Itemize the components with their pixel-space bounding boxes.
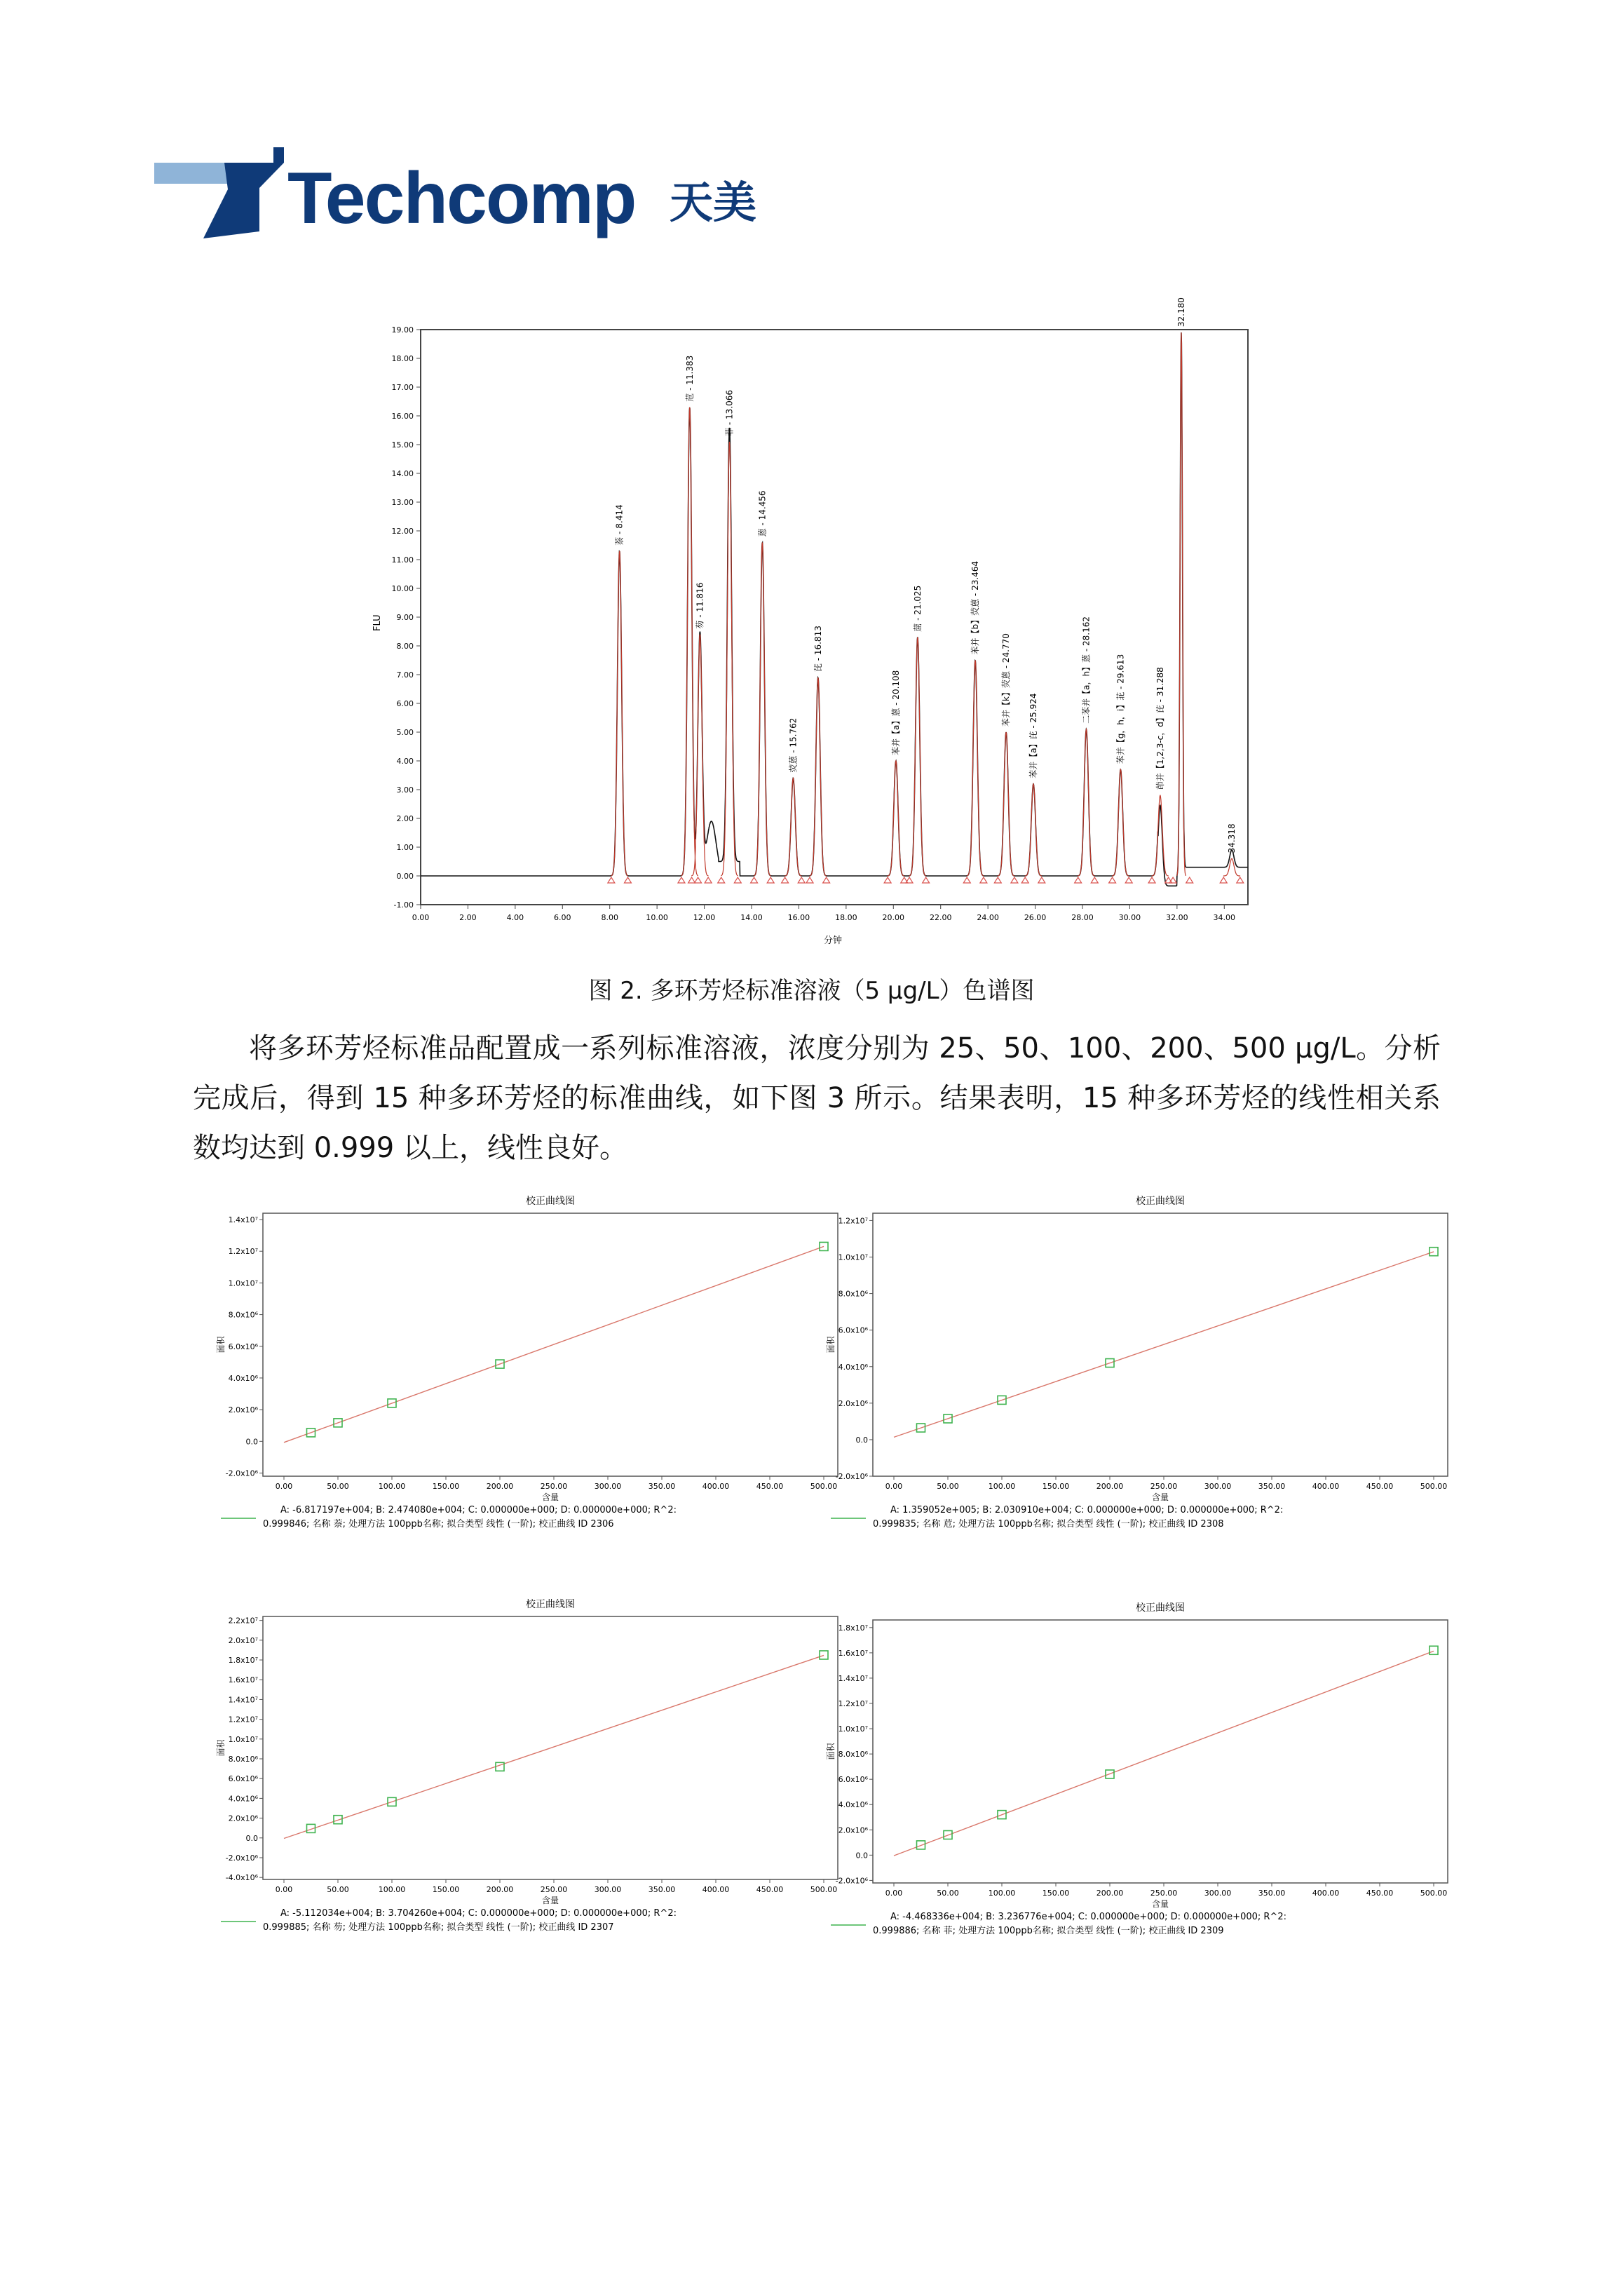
y-tick-label: 13.00 xyxy=(391,498,414,507)
techcomp-logo xyxy=(154,147,785,245)
x-tick-label: 50.00 xyxy=(937,1889,959,1898)
x-tick-label: 500.00 xyxy=(810,1482,838,1491)
calib-title: 校正曲线图 xyxy=(526,1599,575,1610)
legend-text-line1: A: -5.112034e+004; B: 3.704260e+004; C: 0.000000e+000; D: 0.000000e+000; R^2: xyxy=(280,1908,677,1919)
calibration-plot-2 xyxy=(817,1189,1469,1574)
x-tick-label: 8.00 xyxy=(601,913,618,922)
x-tick-label: 24.00 xyxy=(977,913,999,922)
y-tick-label: -4.0x10⁶ xyxy=(225,1873,258,1883)
peak-label: 32.180 xyxy=(1176,297,1186,327)
x-tick-label: 500.00 xyxy=(810,1885,838,1894)
y-tick-label: 6.0x10⁶ xyxy=(228,1774,258,1784)
y-tick-label: 6.0x10⁶ xyxy=(838,1325,868,1335)
y-tick-label: 0.0 xyxy=(245,1833,258,1843)
peak-label: 苯并【g，h，i】苝 - 29.613 xyxy=(1115,654,1126,764)
x-tick-label: 300.00 xyxy=(594,1885,622,1894)
y-tick-label: 1.6x10⁷ xyxy=(228,1675,258,1685)
y-tick-label: -2.0x10⁶ xyxy=(225,1853,258,1863)
x-tick-label: 200.00 xyxy=(486,1885,514,1894)
calibration-plot-3 xyxy=(207,1592,859,1978)
y-tick-label: 16.00 xyxy=(391,412,414,421)
y-tick-label: 1.4x10⁷ xyxy=(228,1215,258,1225)
y-tick-label: 0.0 xyxy=(855,1435,868,1445)
calibration-plot-4 xyxy=(817,1595,1469,1981)
peak-label: 䓛 - 21.025 xyxy=(912,585,923,632)
y-tick-label: 1.00 xyxy=(396,843,414,852)
x-tick-label: 400.00 xyxy=(702,1885,730,1894)
y-tick-label: 8.00 xyxy=(396,642,414,651)
body-paragraph: 将多环芳烃标准品配置成一系列标准溶液，浓度分别为 25、50、100、200、500 μg/L。分析完成后，得到 15 种多环芳烃的标准曲线，如下图 3 所示。结果表明，15 种多环芳烃的线性相关系数均达到 0.999 以上，线性良好。 xyxy=(193,1032,1441,1164)
x-tick-label: 300.00 xyxy=(594,1482,622,1491)
legend-text-line2: 0.999886; 名称 菲; 处理方法 100ppb名称; 拟合类型 线性 (一阶); 校正曲线 ID 2309 xyxy=(873,1926,1224,1936)
x-tick-label: 300.00 xyxy=(1204,1889,1232,1898)
y-tick-label: 8.0x10⁶ xyxy=(838,1289,868,1299)
peak-label: 蒽 - 14.456 xyxy=(757,490,768,537)
logo-mark-notch xyxy=(273,147,284,163)
y-tick-label: 1.8x10⁷ xyxy=(228,1656,258,1666)
x-tick-label: 100.00 xyxy=(378,1885,406,1894)
y-tick-label: 1.2x10⁷ xyxy=(838,1699,868,1708)
y-tick-label: 17.00 xyxy=(391,383,414,392)
y-tick-label: 14.00 xyxy=(391,469,414,478)
x-tick-label: 400.00 xyxy=(1312,1889,1340,1898)
x-tick-label: 0.00 xyxy=(885,1889,903,1898)
x-tick-label: 500.00 xyxy=(1420,1889,1448,1898)
y-tick-label: 2.0x10⁷ xyxy=(228,1635,258,1645)
calibration-plot-1 xyxy=(207,1189,859,1574)
x-tick-label: 200.00 xyxy=(1096,1889,1124,1898)
x-tick-label: 50.00 xyxy=(327,1885,349,1894)
peak-label: 苯并【a】蒽 - 20.108 xyxy=(890,670,901,755)
calib-xlabel: 含量 xyxy=(541,1896,559,1905)
y-tick-label: 4.0x10⁶ xyxy=(228,1373,258,1383)
calib-frame xyxy=(873,1620,1448,1883)
y-tick-label: -1.00 xyxy=(393,900,414,910)
y-tick-label: 6.0x10⁶ xyxy=(228,1342,258,1351)
y-tick-label: -2.0x10⁶ xyxy=(835,1876,868,1886)
y-tick-label: 1.2x10⁷ xyxy=(838,1216,868,1226)
x-tick-label: 150.00 xyxy=(1042,1889,1070,1898)
peak-label: 荧蒽 - 15.762 xyxy=(788,717,799,773)
y-tick-label: 1.8x10⁷ xyxy=(838,1623,868,1633)
x-tick-label: 250.00 xyxy=(540,1482,568,1491)
x-tick-label: 6.00 xyxy=(554,913,571,922)
peak-label: 萘 - 8.414 xyxy=(614,504,625,546)
peak-label: 苯并【b】荧蒽 - 23.464 xyxy=(970,560,981,655)
y-tick-label: 3.00 xyxy=(396,785,414,795)
y-tick-label: 15.00 xyxy=(391,440,414,450)
x-tick-label: 300.00 xyxy=(1204,1482,1232,1491)
chromatogram-x-label: 分钟 xyxy=(823,936,843,946)
chromatogram-frame xyxy=(421,330,1248,905)
x-tick-label: 350.00 xyxy=(648,1482,676,1491)
x-tick-label: 250.00 xyxy=(540,1885,568,1894)
y-tick-label: 4.0x10⁶ xyxy=(838,1800,868,1810)
y-tick-label: 1.0x10⁷ xyxy=(228,1734,258,1744)
x-tick-label: 18.00 xyxy=(835,913,857,922)
legend-text-line1: A: -6.817197e+004; B: 2.474080e+004; C: 0.000000e+000; D: 0.000000e+000; R^2: xyxy=(280,1505,677,1515)
x-tick-label: 30.00 xyxy=(1118,913,1141,922)
legend-text-line1: A: 1.359052e+005; B: 2.030910e+004; C: 0.000000e+000; D: 0.000000e+000; R^2: xyxy=(890,1505,1284,1515)
x-tick-label: 34.00 xyxy=(1213,913,1236,922)
x-tick-label: 400.00 xyxy=(702,1482,730,1491)
x-tick-label: 26.00 xyxy=(1024,913,1047,922)
x-tick-label: 0.00 xyxy=(275,1885,293,1894)
peak-label: 苊 - 11.383 xyxy=(684,355,695,402)
calib-ylabel: 面积 xyxy=(826,1336,836,1353)
x-tick-label: 100.00 xyxy=(988,1482,1016,1491)
y-tick-label: 11.00 xyxy=(391,555,414,565)
x-tick-label: 200.00 xyxy=(1096,1482,1124,1491)
y-tick-label: 2.0x10⁶ xyxy=(228,1405,258,1415)
x-tick-label: 50.00 xyxy=(937,1482,959,1491)
chromatogram-chart xyxy=(365,297,1269,947)
x-tick-label: 450.00 xyxy=(756,1885,784,1894)
x-tick-label: 450.00 xyxy=(756,1482,784,1491)
x-tick-label: 0.00 xyxy=(412,913,430,922)
x-tick-label: 10.00 xyxy=(646,913,668,922)
x-tick-label: 250.00 xyxy=(1150,1889,1178,1898)
legend-text-line2: 0.999846; 名称 萘; 处理方法 100ppb名称; 拟合类型 线性 (一阶); 校正曲线 ID 2306 xyxy=(263,1519,614,1529)
y-tick-label: 0.0 xyxy=(245,1437,258,1447)
x-tick-label: 20.00 xyxy=(882,913,905,922)
y-tick-label: 0.0 xyxy=(855,1851,868,1861)
y-tick-label: -2.0x10⁶ xyxy=(835,1472,868,1481)
y-tick-label: 2.2x10⁷ xyxy=(228,1616,258,1626)
y-tick-label: 1.0x10⁷ xyxy=(838,1252,868,1262)
y-tick-label: 2.0x10⁶ xyxy=(228,1814,258,1823)
x-tick-label: 22.00 xyxy=(929,913,952,922)
x-tick-label: 350.00 xyxy=(1258,1482,1286,1491)
x-tick-label: 100.00 xyxy=(378,1482,406,1491)
y-tick-label: 1.4x10⁷ xyxy=(838,1673,868,1683)
x-tick-label: 0.00 xyxy=(275,1482,293,1491)
calib-xlabel: 含量 xyxy=(541,1492,559,1502)
x-tick-label: 0.00 xyxy=(885,1482,903,1491)
x-tick-label: 350.00 xyxy=(648,1885,676,1894)
calib-ylabel: 面积 xyxy=(826,1743,836,1760)
x-tick-label: 450.00 xyxy=(1366,1889,1394,1898)
calib-frame xyxy=(873,1213,1448,1476)
x-tick-label: 450.00 xyxy=(1366,1482,1394,1491)
y-tick-label: 4.00 xyxy=(396,757,414,766)
y-tick-label: 5.00 xyxy=(396,728,414,737)
y-tick-label: 4.0x10⁶ xyxy=(838,1362,868,1372)
x-tick-label: 14.00 xyxy=(740,913,763,922)
x-tick-label: 250.00 xyxy=(1150,1482,1178,1491)
legend-text-line2: 0.999885; 名称 芴; 处理方法 100ppb名称; 拟合类型 线性 (一阶); 校正曲线 ID 2307 xyxy=(263,1922,614,1933)
peak-label: 二苯并【a，h】蒽 - 28.162 xyxy=(1081,616,1092,724)
y-tick-label: 2.0x10⁶ xyxy=(838,1398,868,1408)
x-tick-label: 32.00 xyxy=(1166,913,1188,922)
y-tick-label: 2.00 xyxy=(396,814,414,823)
logo-wordmark: Techcomp xyxy=(287,158,636,239)
x-tick-label: 200.00 xyxy=(486,1482,514,1491)
figure-2-caption: 图 2. 多环芳烃标准溶液（5 μg/L）色谱图 xyxy=(588,977,1035,1005)
peak-label: 菲 - 13.066 xyxy=(724,389,735,436)
y-tick-label: 9.00 xyxy=(396,613,414,622)
x-tick-label: 16.00 xyxy=(787,913,810,922)
x-tick-label: 2.00 xyxy=(459,913,477,922)
chromatogram-y-axis xyxy=(392,325,421,910)
y-tick-label: 4.0x10⁶ xyxy=(228,1794,258,1804)
calib-xlabel: 含量 xyxy=(1151,1492,1169,1502)
y-tick-label: 1.4x10⁷ xyxy=(228,1695,258,1705)
calib-title: 校正曲线图 xyxy=(526,1196,575,1207)
peak-label: 苯并【k】荧蒽 - 24.770 xyxy=(1001,633,1012,727)
x-tick-label: 100.00 xyxy=(988,1889,1016,1898)
y-tick-label: -2.0x10⁶ xyxy=(225,1468,258,1478)
logo-chinese: 天美 xyxy=(670,177,757,228)
y-tick-label: 12.00 xyxy=(391,527,414,536)
peak-label: 34.318 xyxy=(1227,823,1237,853)
y-tick-label: 6.00 xyxy=(396,699,414,708)
calib-title: 校正曲线图 xyxy=(1136,1602,1185,1614)
x-tick-label: 50.00 xyxy=(327,1482,349,1491)
x-tick-label: 4.00 xyxy=(506,913,524,922)
peak-label: 芴 - 11.816 xyxy=(695,582,705,629)
y-tick-label: 1.0x10⁷ xyxy=(228,1278,258,1288)
legend-text-line2: 0.999835; 名称 苊; 处理方法 100ppb名称; 拟合类型 线性 (一阶); 校正曲线 ID 2308 xyxy=(873,1519,1224,1529)
y-tick-label: 8.0x10⁶ xyxy=(838,1750,868,1760)
y-tick-label: 6.0x10⁶ xyxy=(838,1775,868,1785)
x-tick-label: 150.00 xyxy=(432,1482,460,1491)
y-tick-label: 19.00 xyxy=(391,325,414,335)
calib-ylabel: 面积 xyxy=(216,1739,226,1757)
calib-frame xyxy=(263,1213,838,1476)
peak-label: 茚并【1,2,3-c，d】芘 - 31.288 xyxy=(1155,667,1165,790)
y-tick-label: 1.6x10⁷ xyxy=(838,1648,868,1658)
calib-title: 校正曲线图 xyxy=(1136,1196,1185,1207)
y-tick-label: 2.0x10⁶ xyxy=(838,1825,868,1835)
y-tick-label: 1.2x10⁷ xyxy=(228,1715,258,1724)
y-tick-label: 1.2x10⁷ xyxy=(228,1247,258,1257)
y-tick-label: 8.0x10⁶ xyxy=(228,1310,258,1320)
x-tick-label: 150.00 xyxy=(1042,1482,1070,1491)
x-tick-label: 150.00 xyxy=(432,1885,460,1894)
x-tick-label: 500.00 xyxy=(1420,1482,1448,1491)
legend-text-line1: A: -4.468336e+004; B: 3.236776e+004; C: 0.000000e+000; D: 0.000000e+000; R^2: xyxy=(890,1912,1286,1922)
y-tick-label: 0.00 xyxy=(396,872,414,881)
x-tick-label: 12.00 xyxy=(693,913,716,922)
x-tick-label: 28.00 xyxy=(1071,913,1094,922)
y-tick-label: 10.00 xyxy=(391,584,414,593)
x-tick-label: 350.00 xyxy=(1258,1889,1286,1898)
peak-label: 苯并【a】芘 - 25.924 xyxy=(1028,693,1039,778)
chromatogram-x-axis xyxy=(412,905,1235,922)
x-tick-label: 400.00 xyxy=(1312,1482,1340,1491)
y-tick-label: 18.00 xyxy=(391,354,414,363)
calib-ylabel: 面积 xyxy=(216,1336,226,1353)
y-tick-label: 7.00 xyxy=(396,670,414,680)
calib-xlabel: 含量 xyxy=(1151,1899,1169,1909)
peak-label: 芘 - 16.813 xyxy=(813,626,823,673)
y-tick-label: 1.0x10⁷ xyxy=(838,1724,868,1734)
y-tick-label: 8.0x10⁶ xyxy=(228,1755,258,1764)
chromatogram-y-label: FLU xyxy=(372,614,383,631)
